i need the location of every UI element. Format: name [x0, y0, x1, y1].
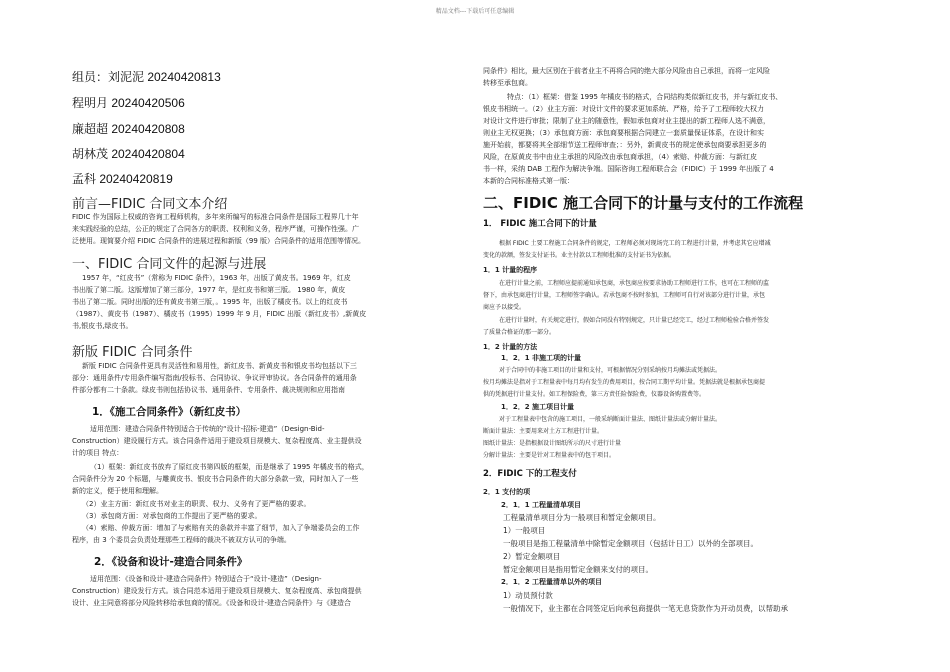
- section-1-1-text: 商应予以接受。: [483, 304, 526, 311]
- section-1-line: 书出了第二版。同时出版的还有黄皮书第三版，。1995 年，出版了橘皮书。以上的红皮书: [72, 298, 348, 306]
- subsection-1-line: （4）索赔、仲裁方面：增加了与索赔有关的条款并丰富了细节，加入了争端委员会的工作: [82, 524, 360, 532]
- right-top-line: 风险，在原黄皮书中由业主承担的风险改由承包商承担，（4）索赔、仲裁方面：与新红皮: [483, 153, 757, 161]
- section-2-1-heading: 2．1 支付的项: [483, 488, 531, 496]
- section-2-1-1-text: 一般项目是指工程量清单中除暂定金额项目（包括计日工）以外的全部项目。: [503, 539, 758, 548]
- subsection-1-line: （1）框架：新红皮书放弃了原红皮书第四版的框架，而是继承了 1995 年橘皮书的格式，: [90, 463, 369, 471]
- section-1-2-heading: 1．2 计量的方法: [483, 343, 538, 351]
- section-2-1-1-text: 2）暂定金额项目: [503, 552, 561, 561]
- section-1-title: 一、FIDIC 合同文件的起源与进展: [72, 257, 267, 272]
- member-line: 程明月 20240420506: [72, 96, 185, 110]
- section-1-1-heading: 1．1 计量的程序: [483, 266, 538, 274]
- right-top-line: 则业主无权更换；（3）承包商方面：承包商要根据合同建立一套质量保证体系，在设计和实: [483, 129, 764, 137]
- section-2-title: 新版 FIDIC 合同条件: [72, 345, 193, 360]
- right-top-line: 对设计文件进行审批；限制了业主的随意性，假如承包商对业主提出的新工程师人选不满意，: [483, 117, 770, 125]
- subsection-1-line: 合同条件分为 20 个标题，与雕黄皮书、银皮书合同条件的大部分条款一致，同时加入了一些: [72, 475, 359, 483]
- subsection-2-line: 设计、业主同意将部分风险转移给承包商的情况。《设备和设计-建造合同条件》与《建造合: [72, 599, 352, 607]
- page-header: 精品文档---下载后可任意编辑: [435, 8, 515, 15]
- subsection-1-title: 1．《施工合同条件》（新红皮书）: [92, 406, 247, 418]
- right-top-line: 同条件》相比，最大区别在于前者业主不再将合同的绝大部分风险由自己承担，而将一定风险: [483, 67, 770, 75]
- member-line: 廉超超 20240420808: [72, 122, 185, 136]
- subsection-2-title: 2．《设备和设计-建造合同条件》: [94, 556, 248, 568]
- section-1-line: 书出版了第二版。这版增加了第三部分，1977 年，是红皮书和第三版。 1980 年，黄皮: [72, 286, 346, 294]
- subsection-1-line: 适用范围：建造合同条件特别适合于传统的“设计-招标-建造”（Design-Bid-: [90, 425, 325, 433]
- section-1-1-text: 了质量合格证的那一部分。: [483, 329, 556, 336]
- section-1-2-2-text: 断面计量法：主要用来对土方工程进行计量。: [483, 428, 604, 435]
- section-2-heading: 2．FIDIC 下的工程支付: [483, 469, 577, 479]
- subsection-1-line: 计的项目 特点：: [72, 449, 124, 457]
- section-2-1-2-heading: 2．1．2 工程量清单以外的项目: [501, 578, 603, 586]
- section-1-2-2-heading: 1．2．2 施工项目计量: [501, 403, 575, 411]
- section-1-2-2-text: 分解计量法：主要是针对工程量表中的包干项目。: [483, 452, 616, 459]
- subsection-1-line: （3）承包商方面：对承包商的工作提出了更严格的要求。: [82, 512, 262, 520]
- section-2-line: 部分：通用条件/专用条件编写指南/投标书、合同协议、争议评审协议。各合同条件的通用条: [72, 374, 357, 382]
- intro-title: 前言—FIDIC 合同文本介绍: [72, 197, 228, 212]
- section-2-1-1-text: 暂定金额项目是指用暂定金额来支付的项目。: [503, 565, 653, 574]
- section-2-1-1-heading: 2．1．1 工程量清单项目: [501, 501, 582, 509]
- section-1-1-text: 督下，由承包商进行计量，工程师签字确认。若承包商不按时参加，工程师可自行对该部分进行计量，承包: [483, 292, 766, 299]
- section-1-1-text: 在进行计量之前，工程师应提前通知承包商，承包商应按要求协助工程师进行工作，也可在工程师的监: [499, 280, 770, 287]
- section-1-2-1-heading: 1．2．1 非施工项的计量: [501, 354, 582, 362]
- subsection-1-line: Construction）建设履行方式。该合同条件适用于建设项目规模大、复杂程度高、业主提供设: [72, 437, 362, 445]
- section-1-text: 根据 FIDIC 土要工程施工合同条件的规定，工程师必须对现场完工的工程进行计量，并考虑其它应增减: [499, 240, 771, 247]
- right-top-line: 银皮书相统一。（2）业主方面：对设计文件的要求更加系统、严格，给予了工程师较大权力: [483, 105, 764, 113]
- right-top-line: 书一样，采纳 DAB 工程作为解决争端。国际咨询工程师联合会（FIDIC）于 1999 年出版了 4: [483, 165, 774, 173]
- section-1-2-1-text: 按月均摊法是指对于工程量表中每月均有发生的费用项目，按合同工期平均计量。凭据法就是根据承包商提: [483, 379, 766, 386]
- section-1-line: （1987）、黄皮书（1987）、橘皮书（1995）1999 年 9 月，FIDIC 出版（新红皮书）,新黄皮: [72, 310, 367, 318]
- section-1-line: 1957 年，“红皮书”（常称为 FIDIC 条件），1963 年，出版了黄皮书。1969 年，红皮: [82, 274, 351, 282]
- section-1-2-1-text: 供的凭据进行计量支付。如工程保险费，第三方责任险保险费，仪器设备购置费等。: [483, 391, 706, 398]
- section-2-1-2-text: 一般情况下，业主都在合同签定后向承包商提供一笔无息贷款作为开动员费，以帮助承: [503, 604, 788, 613]
- section-2-1-1-text: 工程量清单项目分为一般项目和暂定金额项目。: [503, 513, 661, 522]
- subsection-2-line: 适用范围：《设备和设计-建造合同条件》特别适合于“设计-建造”（Design-: [90, 575, 322, 583]
- right-top-line: 本新的合同标准格式第一版：: [483, 177, 574, 185]
- section-2-line: 新版 FIDIC 合同条件更具有灵活性和易用性，新红皮书、新黄皮书和银皮书均包括以下三: [82, 362, 357, 370]
- right-top-line: 施开始前，都要将其全部细节送工程师审查；：另外，新黄皮书的规定使承包商要承担更多的: [483, 141, 767, 149]
- right-top-line: 特点：（1）框架：借鉴 1995 年橘皮书的格式，合同结构类似新红皮书，并与新红皮书、: [507, 93, 783, 101]
- subsection-1-line: （2）业主方面：新红皮书对业主的职责、权力、义务有了更严格的要求。: [82, 500, 311, 508]
- member-line: 组员：刘泥泥 20240420813: [72, 70, 221, 84]
- section-2-1-1-text: 1）一般项目: [503, 526, 546, 535]
- member-line: 胡林茂 20240420804: [72, 147, 185, 161]
- subsection-1-line: 程序，由 3 个委员会负责处理那些工程师的裁决不被双方认可的争端。: [72, 536, 291, 544]
- chapter-2-title: 二、FIDIC 施工合同下的计量与支付的工作流程: [483, 194, 804, 212]
- section-1-text: 变化的款额，签发支付证书。业主付款以工程师批准的支付证书为依据。: [483, 252, 676, 259]
- intro-line: FIDIC 作为国际上权威的咨询工程师机构，多年来所编写的标准合同条件是国际工程界几十年: [72, 213, 359, 221]
- member-line: 孟科 20240420819: [72, 172, 173, 186]
- section-1-line: 书,银皮书,绿皮书。: [72, 322, 133, 330]
- section-1-heading: 1． FIDIC 施工合同下的计量: [483, 219, 597, 229]
- section-1-1-text: 在进行计量时，有关规定进行，假如合同没有特别规定，只计量已经完工，经过工程师检验合格并签发: [499, 317, 770, 324]
- section-1-2-1-text: 对于合同中的非施工项目的计量和支付，可根据情况分别采纳按月均摊法或凭据法。: [499, 367, 722, 374]
- section-1-2-2-text: 对于工程量表中包含的施工项目，一般采纳断面计量法、图纸计量法或分解计量法。: [499, 416, 722, 423]
- section-2-1-2-text: 1）动员预付款: [503, 591, 553, 600]
- right-top-line: 转移至承包商。: [483, 79, 532, 87]
- intro-line: 来实践经验的总结，公正的规定了合同各方的职责、权利和义务，程序严谨，可操作性强。广: [72, 225, 359, 233]
- section-1-2-2-text: 图纸计量法：是指根据设计图纸所示的尺寸进行计量: [483, 440, 622, 447]
- intro-line: 泛使用。现简要介绍 FIDIC 合同条件的进展过程和新版（99 版）合同条件的适用范围等情况。: [72, 237, 366, 245]
- subsection-1-line: 新的定义，便于使用和理解。: [72, 487, 163, 495]
- section-2-line: 件部分都有二十条款。绿皮书则包括协议书、通用条件、专用条件、裁决规则和应用指南: [72, 386, 345, 394]
- subsection-2-line: Construction）建设发行方式。该合同范本适用于建设项目规模大、复杂程度高、承包商提供: [72, 587, 362, 595]
